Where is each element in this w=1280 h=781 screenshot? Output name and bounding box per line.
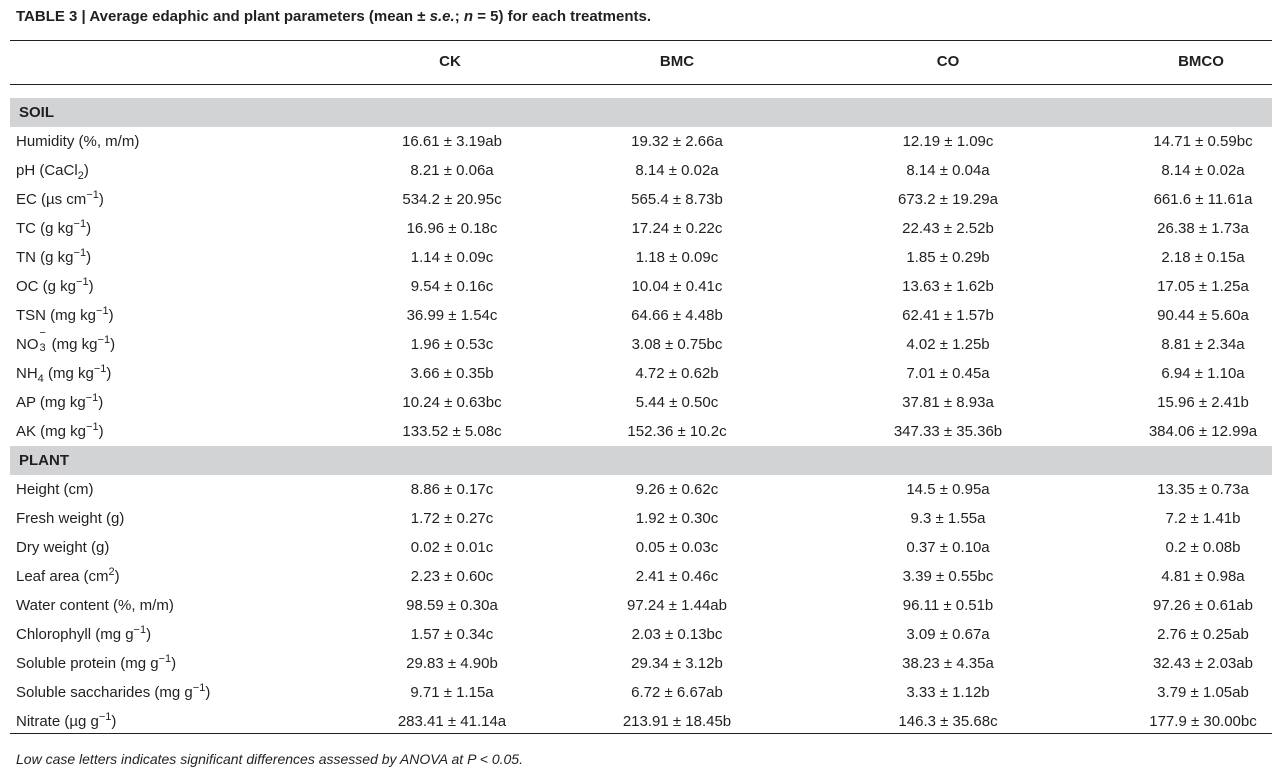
table-cell: 146.3 ± 35.68c: [898, 713, 998, 730]
table-caption: [16, 8, 651, 25]
label-sup: −1: [85, 392, 99, 404]
table-row: [10, 707, 1272, 736]
label-main: AK (mg kg: [16, 423, 87, 440]
section-header-plant: PLANT: [10, 446, 1272, 475]
label-main: AP (mg kg: [16, 394, 86, 411]
row-label: [16, 533, 109, 562]
label-pre_tail: (mg kg: [47, 336, 98, 353]
row-label: [16, 620, 151, 649]
table-cell: 13.35 ± 0.73a: [1157, 481, 1249, 498]
column-header-bmco: BMCO: [1178, 53, 1224, 70]
label-ion-script: [39, 327, 48, 354]
table-cell: 7.01 ± 0.45a: [906, 365, 990, 382]
table-cell: 10.04 ± 0.41c: [631, 278, 723, 295]
row-label: [16, 243, 91, 272]
label-sup: −1: [192, 682, 206, 694]
label-sup: −1: [86, 421, 99, 433]
table-cell: 90.44 ± 5.60a: [1157, 307, 1249, 324]
label-tail: ): [110, 336, 116, 353]
table-cell: 17.05 ± 1.25a: [1157, 278, 1249, 295]
row-label: [16, 156, 89, 185]
label-tail: ): [205, 684, 211, 701]
table-cell: 36.99 ± 1.54c: [406, 307, 498, 324]
table-cell: 7.2 ± 1.41b: [1165, 510, 1241, 527]
table-cell: 9.3 ± 1.55a: [910, 510, 986, 527]
label-main: Height (cm): [16, 481, 94, 498]
label-sup: −1: [158, 653, 172, 665]
table-cell: 17.24 ± 0.22c: [631, 220, 723, 237]
label-main: EC (µs cm: [16, 191, 87, 208]
table-cell: 177.9 ± 30.00bc: [1149, 713, 1257, 730]
table-cell: 29.34 ± 3.12b: [631, 655, 723, 672]
table-cell: 13.63 ± 1.62b: [902, 278, 994, 295]
table-cell: 2.76 ± 0.25ab: [1157, 626, 1249, 643]
label-tail: ): [98, 423, 104, 440]
table-cell: 4.02 ± 1.25b: [906, 336, 990, 353]
label-sup: −1: [73, 218, 87, 230]
table-row: [10, 417, 1272, 446]
table-cell: 98.59 ± 0.30a: [406, 597, 498, 614]
table-cell: 14.71 ± 0.59bc: [1153, 133, 1253, 150]
label-sup: −1: [93, 363, 107, 375]
table-row: [10, 620, 1272, 649]
table-cell: 2.23 ± 0.60c: [410, 568, 494, 585]
table-cell: 0.02 ± 0.01c: [410, 539, 494, 556]
table-row: [10, 272, 1272, 301]
table-row: [10, 156, 1272, 185]
table-cell: 2.18 ± 0.15a: [1161, 249, 1245, 266]
table-cell: 32.43 ± 2.03ab: [1153, 655, 1253, 672]
label-main: Soluble protein (mg g: [16, 655, 159, 672]
label-tail: ): [108, 307, 114, 324]
caption-n: n: [463, 8, 474, 25]
table-cell: 8.21 ± 0.06a: [410, 162, 494, 179]
label-tail: ): [98, 191, 104, 208]
table-row: [10, 243, 1272, 272]
table-cell: 283.41 ± 41.14a: [397, 713, 507, 730]
caption-prefix: TABLE 3 | Average edaphic and plant parameters (mean ±: [16, 8, 430, 25]
table-cell: 1.85 ± 0.29b: [906, 249, 990, 266]
table-cell: 4.81 ± 0.98a: [1161, 568, 1245, 585]
label-tail: ): [86, 220, 92, 237]
row-label: [16, 707, 116, 736]
table-cell: 97.24 ± 1.44ab: [627, 597, 727, 614]
row-label: [16, 388, 103, 417]
table-row: [10, 649, 1272, 678]
label-sup: −1: [73, 247, 87, 259]
table-cell: 0.37 ± 0.10a: [906, 539, 990, 556]
table-row: [10, 214, 1272, 243]
table-cell: 64.66 ± 4.48b: [631, 307, 723, 324]
label-main: TSN (mg kg: [16, 307, 97, 324]
table-cell: 8.14 ± 0.02a: [635, 162, 719, 179]
table-row: [10, 185, 1272, 214]
header-rule: [10, 84, 1272, 85]
table-cell: 1.18 ± 0.09c: [635, 249, 719, 266]
row-label: [16, 591, 174, 620]
label-tail: ): [111, 713, 117, 730]
label-main: Humidity (%, m/m): [16, 133, 140, 150]
label-sup: 2: [108, 566, 115, 578]
table-cell: 9.26 ± 0.62c: [635, 481, 719, 498]
row-label: [16, 327, 116, 359]
row-label: [16, 301, 114, 330]
table-cell: 26.38 ± 1.73a: [1157, 220, 1249, 237]
table-row: [10, 301, 1272, 330]
table-cell: 1.96 ± 0.53c: [410, 336, 494, 353]
table-cell: 22.43 ± 2.52b: [902, 220, 994, 237]
column-header-co: CO: [936, 53, 960, 70]
table-row: [10, 475, 1272, 504]
table-row: [10, 359, 1272, 388]
row-label: [16, 475, 94, 504]
table-cell: 2.03 ± 0.13bc: [631, 626, 723, 643]
label-main: NO: [16, 336, 39, 353]
table-cell: 3.39 ± 0.55bc: [902, 568, 994, 585]
label-main: TN (g kg: [16, 249, 74, 266]
label-main: pH (CaCl: [16, 162, 78, 179]
table-cell: 96.11 ± 0.51b: [902, 597, 994, 614]
table-cell: 5.44 ± 0.50c: [635, 394, 719, 411]
label-sup: −1: [98, 711, 112, 723]
table-cell: 8.14 ± 0.02a: [1161, 162, 1245, 179]
table-cell: 62.41 ± 1.57b: [902, 307, 994, 324]
table-cell: 97.26 ± 0.61ab: [1153, 597, 1253, 614]
table-row: [10, 562, 1272, 591]
table-cell: 3.79 ± 1.05ab: [1157, 684, 1249, 701]
table-cell: 673.2 ± 19.29a: [898, 191, 998, 208]
label-sup: −1: [96, 305, 109, 317]
label-tail: ): [86, 249, 92, 266]
table-cell: 3.66 ± 0.35b: [410, 365, 494, 382]
table-cell: 565.4 ± 8.73b: [631, 191, 723, 208]
label-tail: ): [171, 655, 177, 672]
row-label: [16, 417, 104, 446]
table-cell: 4.72 ± 0.62b: [635, 365, 719, 382]
label-sup: −1: [97, 334, 111, 346]
table-cell: 15.96 ± 2.41b: [1157, 394, 1249, 411]
label-main: NH: [16, 365, 38, 382]
table-cell: 8.86 ± 0.17c: [410, 481, 494, 498]
table-cell: 9.54 ± 0.16c: [410, 278, 494, 295]
table-cell: 534.2 ± 20.95c: [402, 191, 502, 208]
table-cell: 6.94 ± 1.10a: [1161, 365, 1245, 382]
label-sup: −1: [76, 276, 89, 288]
table-cell: 37.81 ± 8.93a: [902, 394, 994, 411]
table-footnote: Low case letters indicates significant differences assessed by ANOVA at P < 0.05.: [16, 751, 523, 767]
label-tail: ): [146, 626, 152, 643]
table-row: [10, 327, 1272, 359]
label-sub: 4: [37, 373, 44, 385]
table-cell: 16.96 ± 0.18c: [406, 220, 498, 237]
table-cell: 3.09 ± 0.67a: [906, 626, 990, 643]
table-top-rule: [10, 40, 1272, 41]
table-cell: 9.71 ± 1.15a: [410, 684, 494, 701]
table-cell: 213.91 ± 18.45b: [622, 713, 732, 730]
table-cell: 38.23 ± 4.35a: [902, 655, 994, 672]
table-cell: 10.24 ± 0.63bc: [402, 394, 502, 411]
table-cell: 29.83 ± 4.90b: [406, 655, 498, 672]
label-main: OC (g kg: [16, 278, 77, 295]
column-header-ck: CK: [439, 53, 461, 70]
caption-se: s.e.: [429, 8, 455, 25]
row-label: [16, 272, 94, 301]
label-tail: ): [83, 162, 89, 179]
label-tail: ): [106, 365, 112, 382]
label-sup_sub-1: 3: [39, 342, 46, 354]
table-cell: 1.14 ± 0.09c: [410, 249, 494, 266]
table-cell: 384.06 ± 12.99a: [1148, 423, 1258, 440]
table-bottom-rule: [10, 733, 1272, 734]
label-main: TC (g kg: [16, 220, 74, 237]
label-pre_tail: (mg kg: [43, 365, 94, 382]
row-label: [16, 649, 176, 678]
table-cell: 19.32 ± 2.66a: [631, 133, 723, 150]
table-cell: 6.72 ± 6.67ab: [631, 684, 723, 701]
section-header-soil: SOIL: [10, 98, 1272, 127]
table-cell: 661.6 ± 11.61a: [1153, 191, 1253, 208]
label-sub: 2: [77, 170, 84, 182]
label-main: Leaf area (cm: [16, 568, 109, 585]
row-label: [16, 185, 104, 214]
label-main: Soluble saccharides (mg g: [16, 684, 193, 701]
label-main: Nitrate (µg g: [16, 713, 99, 730]
table-cell: 152.36 ± 10.2c: [627, 423, 727, 440]
row-label: [16, 127, 139, 156]
row-label: [16, 359, 111, 388]
table-cell: 3.08 ± 0.75bc: [631, 336, 723, 353]
row-label: [16, 504, 124, 533]
label-sup: −1: [133, 624, 147, 636]
label-main: Water content (%, m/m): [16, 597, 174, 614]
label-tail: ): [88, 278, 94, 295]
table-cell: 0.05 ± 0.03c: [635, 539, 719, 556]
table-cell: 133.52 ± 5.08c: [402, 423, 502, 440]
caption-mid: ;: [454, 8, 464, 25]
row-label: [16, 562, 120, 591]
row-label: [16, 678, 210, 707]
label-sup: −1: [86, 189, 99, 201]
label-main: Dry weight (g): [16, 539, 110, 556]
table-cell: 3.33 ± 1.12b: [906, 684, 990, 701]
label-tail: ): [98, 394, 104, 411]
table-row: [10, 127, 1272, 156]
label-main: Fresh weight (g): [16, 510, 125, 527]
column-header-bmc: BMC: [659, 53, 695, 70]
label-sup_sub-0: −: [39, 327, 46, 339]
label-tail: ): [114, 568, 120, 585]
table-cell: 1.72 ± 0.27c: [410, 510, 494, 527]
table-cell: 8.14 ± 0.04a: [906, 162, 990, 179]
table-cell: 16.61 ± 3.19ab: [402, 133, 502, 150]
label-main: Chlorophyll (mg g: [16, 626, 134, 643]
caption-suffix: = 5) for each treatments.: [473, 8, 652, 25]
table-cell: 1.57 ± 0.34c: [410, 626, 494, 643]
table-cell: 347.33 ± 35.36b: [893, 423, 1003, 440]
table-cell: 2.41 ± 0.46c: [635, 568, 719, 585]
table-row: [10, 504, 1272, 533]
table-cell: 14.5 ± 0.95a: [906, 481, 990, 498]
table-cell: 8.81 ± 2.34a: [1161, 336, 1245, 353]
table-row: [10, 591, 1272, 620]
table-row: [10, 533, 1272, 562]
table-row: [10, 678, 1272, 707]
table-row: [10, 388, 1272, 417]
table-cell: 1.92 ± 0.30c: [635, 510, 719, 527]
table-cell: 12.19 ± 1.09c: [902, 133, 994, 150]
row-label: [16, 214, 91, 243]
table-cell: 0.2 ± 0.08b: [1165, 539, 1241, 556]
